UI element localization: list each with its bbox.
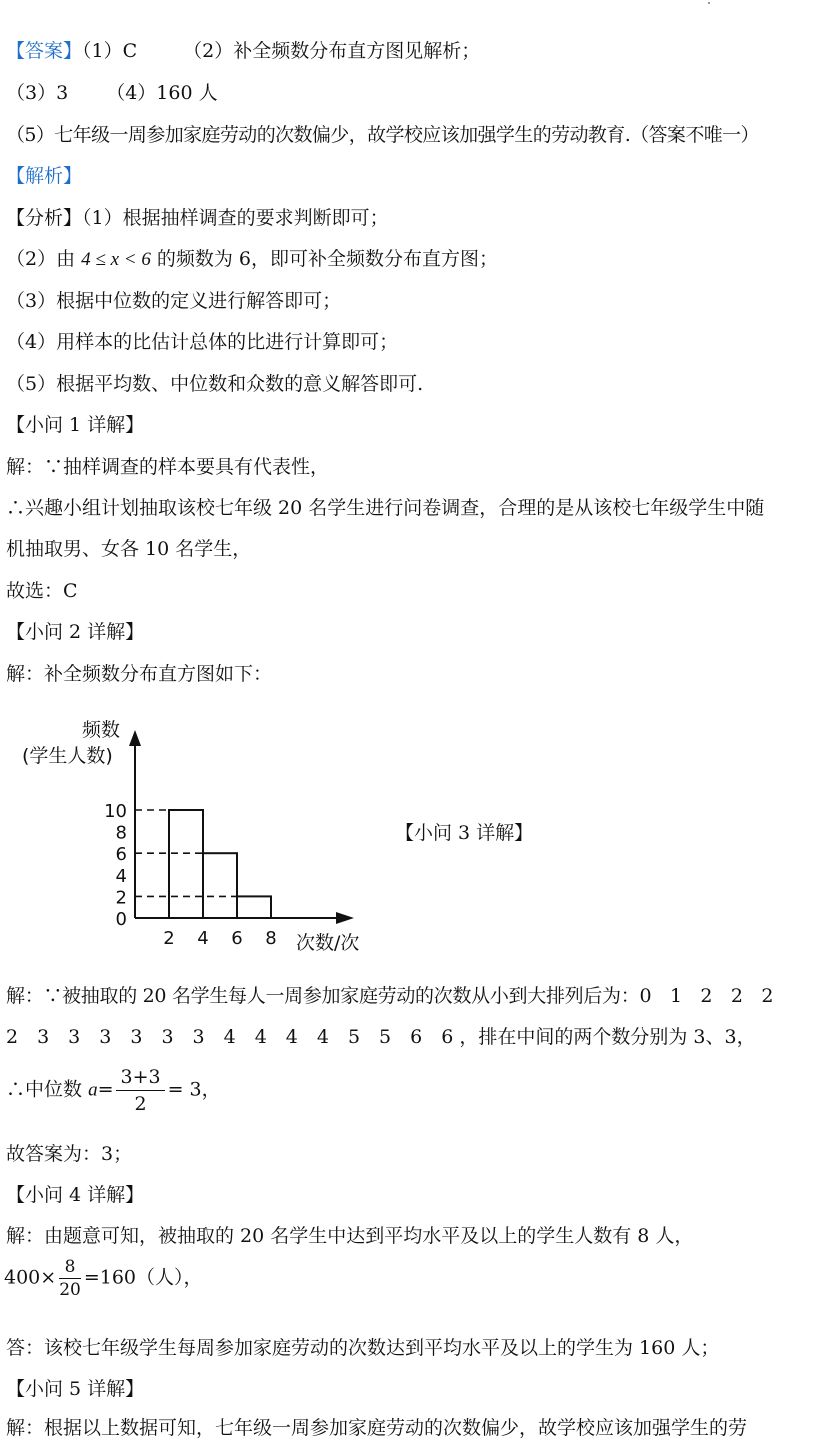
answer-part-3: （3）3 <box>6 82 69 104</box>
calc-fraction <box>59 1256 81 1301</box>
y-tick-label-10: 10 <box>104 801 127 822</box>
q2-line-1: 解：补全频数分布直方图如下： <box>6 663 273 685</box>
y-tick-label-2: 2 <box>115 887 127 909</box>
analysis-head-tag: 【分析】 <box>6 207 83 229</box>
histogram <box>10 712 390 962</box>
median-label: ∴中位数 <box>6 1078 83 1101</box>
analysis-item-2-b: 的频数为 6，即可补全频数分布直方图； <box>156 248 499 270</box>
q4-calc <box>4 1256 203 1301</box>
calc-multiplier: 400× <box>4 1266 57 1289</box>
speck <box>708 2 710 4</box>
q3-line-4: 故答案为：3； <box>6 1143 133 1165</box>
calc-numerator: 8 <box>59 1256 81 1279</box>
median-numerator: 3+3 <box>116 1064 164 1091</box>
y-axis-label-line-1: 频数 <box>82 719 121 741</box>
median-result: = 3， <box>167 1078 221 1101</box>
histogram-bar-2 <box>203 853 237 918</box>
answer-part-5: （5）七年级一周参加家庭劳动的次数偏少，故学校应该加强学生的劳动教育.（答案不唯一） <box>6 124 759 146</box>
q3-line-2: 2 3 3 3 3 3 3 4 4 4 4 5 5 6 6 ，排在中间的两个数分别为 3、3， <box>6 1026 756 1048</box>
q4-line-3: 答：该校七年级学生每周参加家庭劳动的次数达到平均水平及以上的学生为 160 人； <box>6 1337 720 1359</box>
median-equals: = <box>97 1078 114 1101</box>
analysis-item-2-a: （2）由 <box>6 248 76 270</box>
q3-line-1: 解：∵被抽取的 20 名学生每人一周参加家庭劳动的次数从小到大排列后为：0 1 2 2 2 <box>6 985 774 1007</box>
x-tick-label-8: 8 <box>265 928 277 949</box>
x-axis-label: 次数/次 <box>296 932 360 954</box>
answer-part-4: （4）160 人 <box>106 82 218 104</box>
y-axis-arrow <box>129 730 141 746</box>
x-axis-arrow <box>336 912 354 924</box>
answer-line-2 <box>6 80 218 106</box>
analysis-item-5: （5）根据平均数、中位数和众数的意义解答即可. <box>6 373 424 395</box>
q1-line-4: 故选：C <box>6 580 78 602</box>
y-tick-label-4: 4 <box>115 865 127 887</box>
x-tick-label-6: 6 <box>231 928 243 949</box>
analysis-item-4: （4）用样本的比估计总体的比进行计算即可； <box>6 331 399 353</box>
q1-line-3: 机抽取男、女各 10 名学生， <box>6 538 252 560</box>
q2-title: 【小问 2 详解】 <box>6 621 145 643</box>
answer-part-2: （2）补全频数分布直方图见解析； <box>183 40 481 62</box>
histogram-bar-3 <box>237 896 271 918</box>
y-tick-label-6: 6 <box>115 844 127 866</box>
analysis-item-1-text: （1）根据抽样调查的要求判断即可； <box>82 207 389 229</box>
y-tick-label-8: 8 <box>115 822 127 844</box>
analysis-item-3: （3）根据中位数的定义进行解答即可； <box>6 290 342 312</box>
analysis-item-2 <box>6 246 498 273</box>
median-fraction <box>116 1064 164 1117</box>
median-line <box>6 1064 221 1117</box>
analysis-item-1 <box>6 205 389 231</box>
answer-line-1 <box>6 38 480 64</box>
calc-denominator: 20 <box>59 1280 81 1300</box>
q5-title: 【小问 5 详解】 <box>6 1378 145 1400</box>
calc-result: =160（人）， <box>83 1266 203 1289</box>
q5-line-1: 解：根据以上数据可知，七年级一周参加家庭劳动的次数偏少，故学校应该加强学生的劳 <box>6 1417 748 1439</box>
q1-title: 【小问 1 详解】 <box>6 414 145 436</box>
histogram-bar-1 <box>169 810 203 918</box>
q4-line-1: 解：由题意可知，被抽取的 20 名学生中达到平均水平及以上的学生人数有 8 人， <box>6 1225 694 1247</box>
y-axis-label-line-2: (学生人数) <box>22 745 113 767</box>
q1-line-1: 解：∵抽样调查的样本要具有代表性， <box>6 456 330 478</box>
analysis-tag: 【解析】 <box>6 165 83 187</box>
median-variable: a <box>88 1079 98 1101</box>
q4-title: 【小问 4 详解】 <box>6 1184 145 1206</box>
q3-title: 【小问 3 详解】 <box>395 822 534 844</box>
x-tick-label-2: 2 <box>163 928 175 949</box>
answer-tag: 【答案】 <box>6 40 83 62</box>
x-tick-label-4: 4 <box>197 928 209 949</box>
y-tick-label-0: 0 <box>115 909 127 930</box>
answer-part-1: （1）C <box>82 40 138 62</box>
inequality: 4 ≤ x < 6 <box>81 249 151 270</box>
median-denominator: 2 <box>134 1093 147 1115</box>
q1-line-2: ∴兴趣小组计划抽取该校七年级 20 名学生进行问卷调查，合理的是从该校七年级学生中随 <box>6 497 765 519</box>
